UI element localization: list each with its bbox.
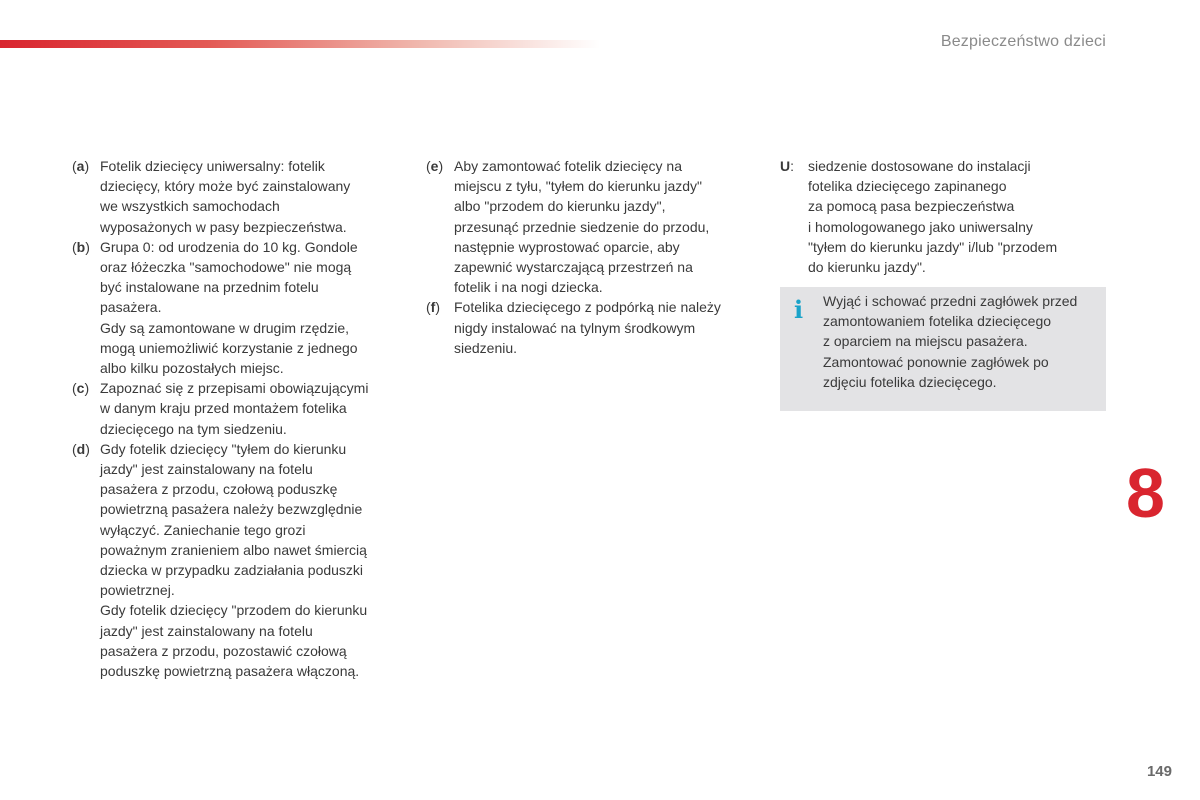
list-item-a: [72, 156, 407, 237]
column-2: [426, 156, 761, 358]
item-key: (f): [426, 299, 441, 316]
page-number: 149: [1146, 763, 1172, 780]
item-text: Zapoznać się z przepisami obowiązującymi w danym kraju przed montażem fotelika dziecięcego na tym siedzeniu.: [100, 380, 369, 437]
info-note-text: Wyjąć i schować przedni zagłówek przed zamontowaniem fotelika dziecięcego z oparciem na miejscu pasażera. Zamontować ponownie zagłówek po zdjęciu fotelika dziecięcego.: [823, 293, 1078, 390]
item-text: Fotelika dziecięcego z podpórką nie należy nigdy instalować na tylnym środkowym siedzeniu.: [454, 299, 721, 356]
item-text: siedzenie dostosowane do instalacji fotelika dziecięcego zapinanego za pomocą pasa bezpieczeństwa i homologowanego jako uniwersalny "tyłem do kierunku jazdy" i/lub "przodem do kierunku jazdy".: [808, 158, 1058, 276]
item-key: (a): [72, 158, 90, 174]
info-note-box: [780, 287, 1106, 411]
item-key: (b): [72, 238, 90, 255]
item-key: U:: [780, 158, 795, 174]
list-item-u: [780, 156, 1106, 277]
info-icon: i: [794, 295, 804, 324]
item-key: (c): [72, 380, 90, 397]
item-key: (d): [72, 440, 90, 457]
list-item-b: [72, 237, 407, 378]
list-item-d: [72, 439, 407, 681]
list-item-e: [426, 156, 761, 297]
column-1: [72, 156, 407, 681]
column-3: [780, 156, 1106, 277]
item-key: (e): [426, 158, 444, 174]
item-text: Gdy fotelik dziecięcy "tyłem do kierunku jazdy" jest zainstalowany na fotelu pasażera z przodu, czołową poduszkę powietrzną pasażera należy bezwzględnie wyłączyć. Zaniechanie tego grozi poważnym zranieniem albo nawet śmiercią dziecka w przypadku zadziałania poduszki powietrznej. Gdy fotelik dziecięcy "przodem do kierunku jazdy" jest zainstalowany na fotelu pasażera z przodu, pozostawić czołową poduszkę powietrzną pasażera włączoną.: [100, 440, 368, 680]
item-text: Grupa 0: od urodzenia do 10 kg. Gondole oraz łóżeczka "samochodowe" nie mogą być instalowane na przednim fotelu pasażera. Gdy są zamontowane w drugim rzędzie, mogą uniemożliwić korzystanie z jednego albo kilku pozostałych miejsc.: [100, 238, 358, 377]
section-title: Bezpieczeństwo dzieci: [940, 33, 1106, 50]
item-text: Aby zamontować fotelik dziecięcy na miejscu z tyłu, "tyłem do kierunku jazdy" albo "przodem do kierunku jazdy", przesunąć przednie siedzenie do przodu, następnie wyprostować oparcie, aby zapewnić wystarczającą przestrzeń na fotelik i na nogi dziecka.: [454, 158, 710, 296]
item-text: Fotelik dziecięcy uniwersalny: fotelik dziecięcy, który może być zainstalowany we wszystkich samochodach wyposażonych w pasy bezpieczeństwa.: [100, 158, 351, 235]
header-accent-bar: [0, 40, 600, 48]
list-item-f: [426, 297, 761, 358]
chapter-number: 8: [1126, 454, 1165, 532]
list-item-c: [72, 378, 407, 439]
